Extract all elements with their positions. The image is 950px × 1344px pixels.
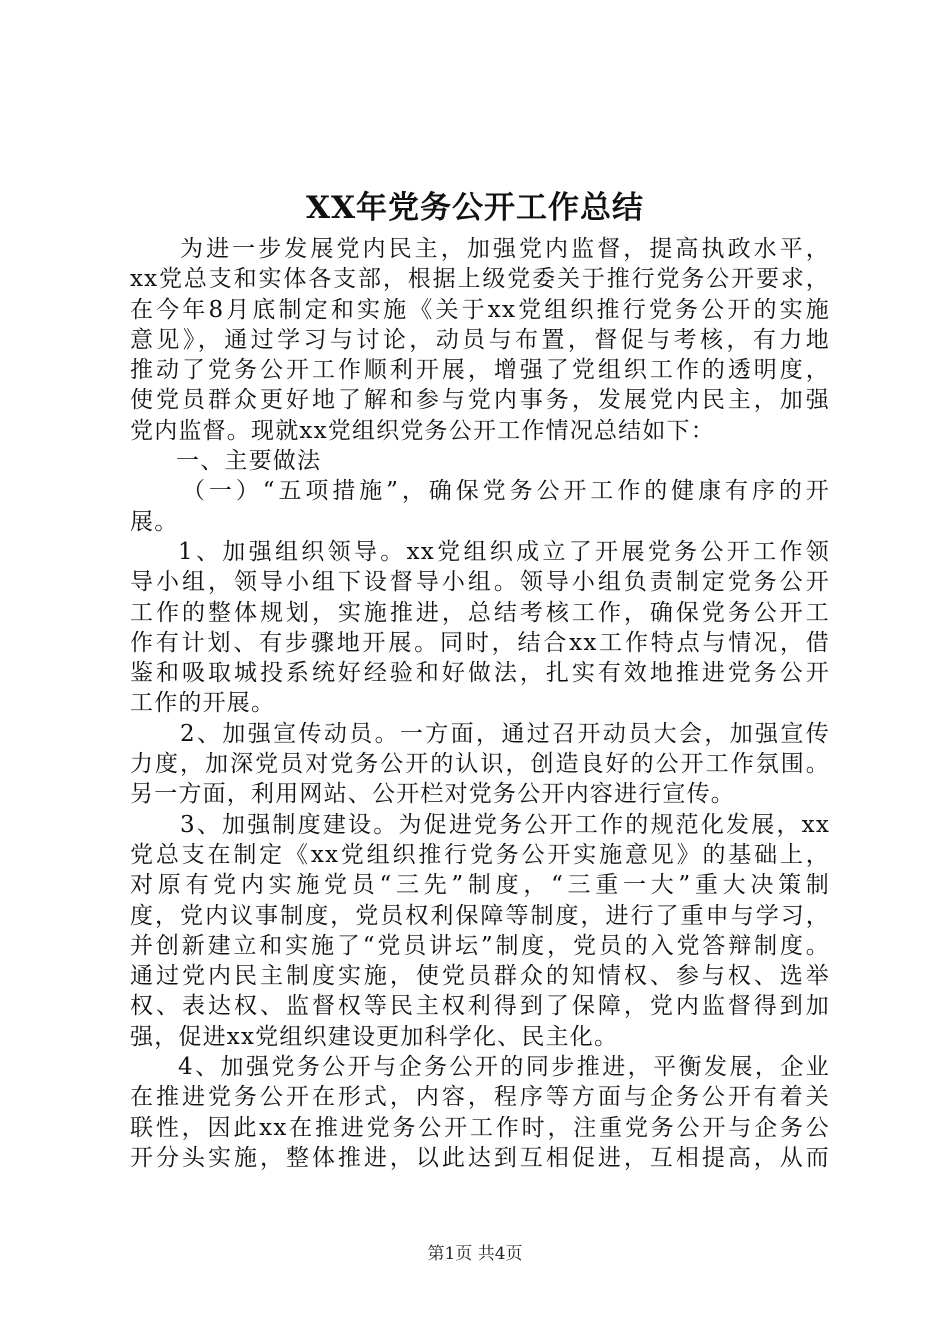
document-title: XX年党务公开工作总结 bbox=[305, 190, 645, 226]
paragraph-line: 在今年8月底制定和实施《关于xx党组织推行党务公开的实施 bbox=[130, 296, 830, 323]
paragraph-line: 工作的整体规划，实施推进，总结考核工作，确保党务公开工 bbox=[130, 599, 830, 626]
section-heading: 一、主要做法 bbox=[176, 448, 322, 475]
paragraph-line: 联性，因此xx在推进党务公开工作时，注重党务公开与企务公 bbox=[130, 1114, 830, 1141]
paragraph-line: 1、加强组织领导。xx党组织成立了开展党务公开工作领 bbox=[178, 538, 830, 565]
paragraph-line: 对原有党内实施党员“三先”制度，“三重一大”重大决策制 bbox=[130, 872, 830, 899]
paragraph-line: 为进一步发展党内民主，加强党内监督，提高执政水平， bbox=[180, 236, 830, 262]
paragraph-line: 鉴和吸取城投系统好经验和好做法，扎实有效地推进党务公开 bbox=[130, 660, 830, 687]
paragraph-line: 工作的开展。 bbox=[130, 690, 276, 717]
paragraph-line: 度，党内议事制度，党员权利保障等制度，进行了重申与学习， bbox=[130, 902, 830, 929]
paragraph-line: 权、表达权、监督权等民主权利得到了保障，党内监督得到加 bbox=[130, 993, 830, 1020]
paragraph-line: 导小组，领导小组下设督导小组。领导小组负责制定党务公开 bbox=[130, 569, 830, 596]
paragraph-line: 力度，加深党员对党务公开的认识，创造良好的公开工作氛围。 bbox=[130, 751, 830, 778]
paragraph-line: 3、加强制度建设。为促进党务公开工作的规范化发展，xx bbox=[180, 811, 830, 838]
subsection-heading: （一）“五项措施”，确保党务公开工作的健康有序的开 bbox=[182, 478, 830, 505]
paragraph-line: 2、加强宣传动员。一方面，通过召开动员大会，加强宣传 bbox=[180, 720, 830, 747]
paragraph-line: 在推进党务公开在形式，内容，程序等方面与企务公开有着关 bbox=[130, 1084, 830, 1111]
page-number-footer: 第1页 共4页 bbox=[427, 1244, 523, 1264]
paragraph-line: 党总支在制定《xx党组织推行党务公开实施意见》的基础上， bbox=[130, 841, 830, 868]
paragraph-line: 强，促进xx党组织建设更加科学化、民主化。 bbox=[130, 1023, 619, 1050]
paragraph-line: 另一方面，利用网站、公开栏对党务公开内容进行宣传。 bbox=[130, 781, 735, 808]
paragraph-line: 党内监督。现就xx党组织党务公开工作情况总结如下： bbox=[130, 417, 715, 444]
paragraph-line: 推动了党务公开工作顺利开展，增强了党组织工作的透明度， bbox=[130, 357, 830, 384]
paragraph-line: 意见》，通过学习与讨论，动员与布置，督促与考核，有力地 bbox=[130, 326, 830, 353]
paragraph-line: 开分头实施，整体推进，以此达到互相促进，互相提高，从而 bbox=[130, 1144, 830, 1171]
document-body bbox=[130, 234, 830, 1173]
paragraph-line: 4、加强党务公开与企务公开的同步推进，平衡发展，企业 bbox=[178, 1054, 830, 1081]
paragraph-line: 并创新建立和实施了“党员讲坛”制度，党员的入党答辩制度。 bbox=[130, 932, 830, 959]
paragraph-line: 作有计划、有步骤地开展。同时，结合xx工作特点与情况，借 bbox=[130, 629, 830, 656]
paragraph-line: xx党总支和实体各支部，根据上级党委关于推行党务公开要求， bbox=[130, 266, 830, 293]
subsection-heading: 展。 bbox=[130, 508, 179, 535]
paragraph-line: 通过党内民主制度实施，使党员群众的知情权、参与权、选举 bbox=[130, 963, 830, 990]
paragraph-line: 使党员群众更好地了解和参与党内事务，发展党内民主，加强 bbox=[130, 387, 830, 414]
